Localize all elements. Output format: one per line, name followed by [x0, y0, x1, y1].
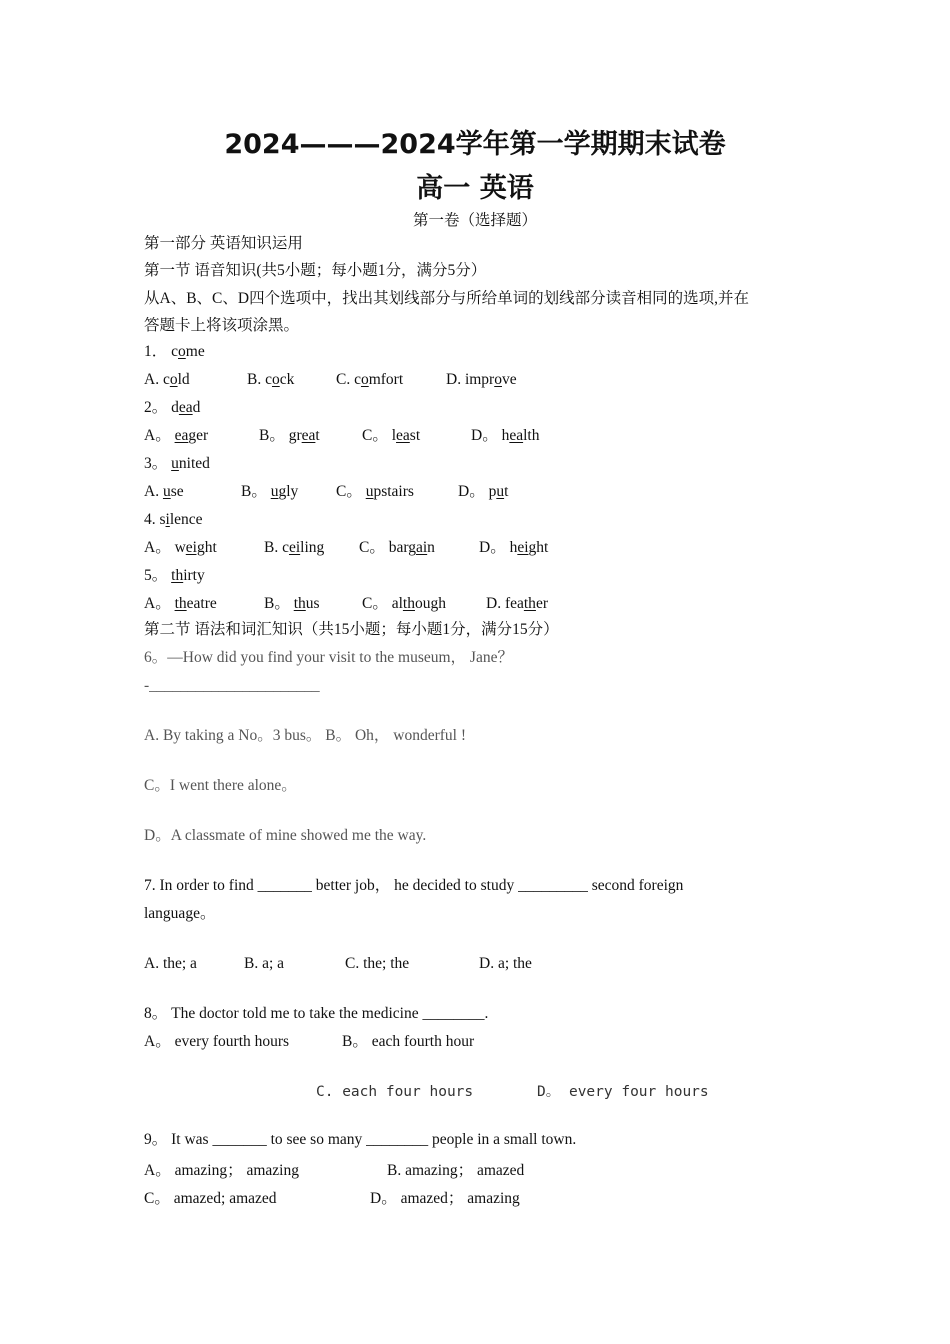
option-b[interactable]: B。 great [259, 427, 320, 444]
instructions-line1: 从A、B、C、D四个选项中，找出其划线部分与所给单词的划线部分读音相同的选项,并在 [144, 290, 749, 307]
option-a[interactable]: A。 theatre [144, 595, 217, 612]
option-b[interactable]: B. amazing； amazed [387, 1162, 525, 1179]
question-2-stem: 2。 dead [144, 399, 201, 416]
option-c[interactable]: C. the; the [345, 955, 410, 972]
option-d[interactable]: D。 every four hours [537, 1084, 709, 1100]
question-9-stem: 9。 It was _______ to see so many ________ people in a small town. [144, 1131, 577, 1148]
option-d[interactable]: D。 put [458, 483, 509, 500]
option-c[interactable]: C. each four hours [316, 1084, 474, 1100]
option-b[interactable]: B。 ugly [241, 483, 299, 500]
option-b[interactable]: B。 thus [264, 595, 320, 612]
option-d[interactable]: D。 amazed； amazing [370, 1190, 520, 1207]
option-d[interactable]: D. improve [446, 371, 517, 388]
option-b[interactable]: B. ceiling [264, 539, 325, 556]
option-d[interactable]: D. feather [486, 595, 548, 612]
part1-title: 第一部分 英语知识运用 [144, 235, 303, 252]
question-6-blank: -______________________ [144, 677, 320, 694]
option-c[interactable]: C。 although [362, 595, 446, 612]
section1-title: 第一节 语音知识(共5小题；每小题1分，满分5分） [144, 262, 487, 279]
option-b[interactable]: B. cock [247, 371, 295, 388]
option-c[interactable]: C。 upstairs [336, 483, 414, 500]
option-a[interactable]: A。 weight [144, 539, 217, 556]
question-7-stem-line2: language。 [144, 905, 216, 922]
option-b[interactable]: B。 each fourth hour [342, 1033, 475, 1050]
option-c[interactable]: C。 amazed; amazed [144, 1190, 277, 1207]
question-6-option-c[interactable]: C。I went there alone。 [144, 777, 297, 794]
instructions-line2: 答题卡上将该项涂黑。 [144, 317, 300, 334]
option-a[interactable]: A. cold [144, 371, 190, 388]
question-6-stem: 6。—How did you find your visit to the museum， Jane？ [144, 649, 513, 666]
option-d[interactable]: D. a; the [479, 955, 532, 972]
option-d[interactable]: D。 height [479, 539, 549, 556]
question-6-options-ab[interactable]: A. By taking a No。3 bus。 B。 Oh， wonderful ! [144, 727, 467, 744]
question-6-option-d[interactable]: D。A classmate of mine showed me the way. [144, 827, 427, 844]
exam-title: 2024———2024学年第一学期期末试卷 [224, 129, 726, 160]
question-8-stem: 8。 The doctor told me to take the medicine ________. [144, 1005, 489, 1022]
option-c[interactable]: C. comfort [336, 371, 404, 388]
option-b[interactable]: B. a; a [244, 955, 285, 972]
option-a[interactable]: A. the; a [144, 955, 197, 972]
option-d[interactable]: D。 health [471, 427, 540, 444]
option-a[interactable]: A。 amazing； amazing [144, 1162, 299, 1179]
section2-title: 第二节 语法和词汇知识（共15小题；每小题1分，满分15分） [144, 621, 559, 638]
question-7-stem-line1: 7. In order to find _______ better job， he decided to study _________ second foreign [144, 877, 684, 894]
question-5-stem: 5。 thirty [144, 567, 205, 584]
volume-label: 第一卷（选择题） [412, 212, 537, 229]
option-a[interactable]: A。 every fourth hours [144, 1033, 290, 1050]
option-a[interactable]: A. use [144, 483, 184, 500]
question-4-stem: 4. silence [144, 511, 203, 528]
option-a[interactable]: A。 eager [144, 427, 209, 444]
question-1-stem: 1． come [144, 343, 205, 360]
option-c[interactable]: C。 least [362, 427, 421, 444]
question-3-stem: 3。 united [144, 455, 210, 472]
option-c[interactable]: C。 bargain [359, 539, 435, 556]
exam-subtitle: 高一 英语 [416, 173, 534, 204]
